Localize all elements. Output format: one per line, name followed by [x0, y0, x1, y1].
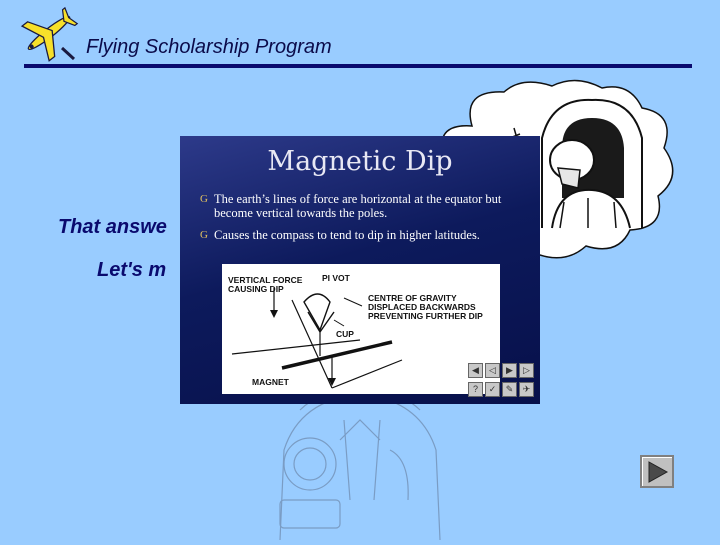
header-divider	[24, 64, 692, 68]
slide-bullet	[200, 228, 530, 244]
pen-icon[interactable]: ✎	[502, 382, 517, 397]
help-icon[interactable]: ?	[468, 382, 483, 397]
body-text-line-2: Let's m	[97, 259, 167, 281]
pilot-sketch-image	[240, 377, 480, 540]
magnetic-dip-slide	[180, 136, 540, 404]
body-text-line-1: That answe	[58, 216, 167, 238]
label-pivot: PI VOT	[322, 273, 350, 283]
bullet-icon: G	[200, 193, 208, 205]
play-arrow-icon	[645, 460, 669, 484]
plane-logo-icon	[18, 4, 80, 62]
bullet-icon: G	[200, 229, 208, 241]
label-cup: CUP	[336, 329, 354, 339]
next-icon[interactable]: ▶	[502, 363, 517, 378]
label-vertical-force: VERTICAL FORCE CAUSING DIP	[228, 275, 303, 294]
label-magnet: MAGNET	[252, 377, 289, 387]
label-centre-of-gravity: CENTRE OF GRAVITY DISPLACED BACKWARDS PREVENTING FURTHER DIP	[368, 293, 483, 321]
slide-bullet	[200, 192, 530, 222]
first-icon[interactable]: ◀	[468, 363, 483, 378]
magnetic-dip-diagram	[222, 264, 500, 394]
check-icon[interactable]: ✓	[485, 382, 500, 397]
plane-icon[interactable]: ✈	[519, 382, 534, 397]
header-title: Flying Scholarship Program	[86, 36, 332, 58]
slide-title: Magnetic Dip	[267, 146, 453, 177]
next-slide-button[interactable]	[640, 455, 674, 488]
prev-icon[interactable]: ◁	[485, 363, 500, 378]
last-icon[interactable]: ▷	[519, 363, 534, 378]
bullet-text: Causes the compass to tend to dip in higher latitudes.	[214, 228, 480, 242]
bullet-text: The earth’s lines of force are horizontal at the equator but become vertical towards the poles.	[214, 192, 502, 220]
